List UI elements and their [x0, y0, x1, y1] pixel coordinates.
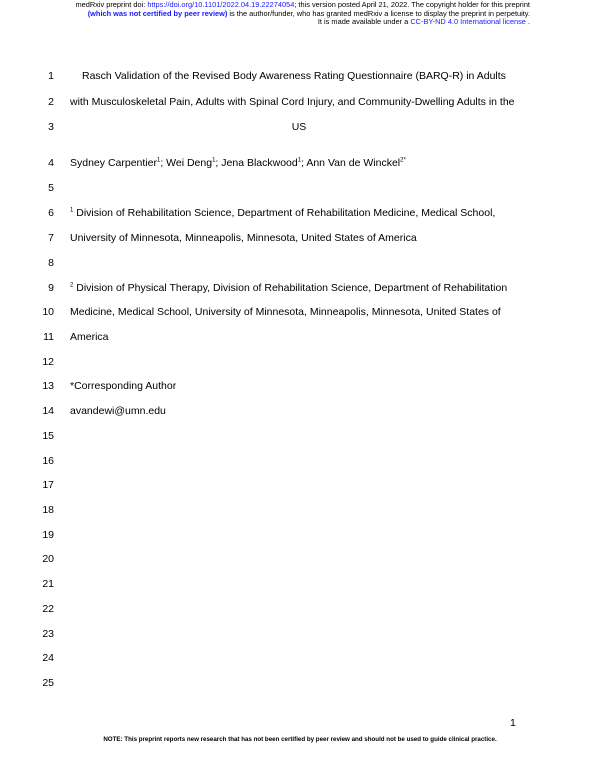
line-number: 1: [48, 70, 54, 82]
line-22: [0, 601, 600, 617]
line-20: [0, 551, 600, 567]
header-line-1: medRxiv preprint doi: https://doi.org/10.1101/2022.04.19.22274054; this version posted April 21, 2022. The copyright holder for this preprint: [75, 0, 530, 9]
line-15: [0, 428, 600, 444]
affiliation-2-line-3: America: [70, 331, 109, 343]
line-3: [0, 119, 600, 135]
preprint-header: [30, 1, 530, 27]
title-line-1: Rasch Validation of the Revised Body Awareness Rating Questionnaire (BARQ-R) in Adults: [82, 70, 506, 82]
line-21: [0, 576, 600, 592]
line-5: [0, 180, 600, 196]
line-number: 8: [48, 257, 54, 269]
line-number: 18: [42, 504, 54, 516]
line-number: 12: [42, 356, 54, 368]
line-number: 11: [43, 331, 54, 343]
line-11: [0, 329, 600, 345]
line-number: 16: [42, 455, 54, 467]
line-12: [0, 354, 600, 370]
line-number: 15: [42, 430, 54, 442]
line-2: [0, 94, 600, 110]
page-number: 1: [510, 717, 516, 729]
line-number: 7: [48, 232, 54, 244]
line-number: 5: [48, 182, 54, 194]
line-17: [0, 477, 600, 493]
line-number: 24: [42, 652, 54, 664]
header-line-3: It is made available under a CC-BY-ND 4.0 International license .: [317, 17, 530, 27]
line-number: 2: [48, 96, 54, 108]
line-number: 9: [48, 282, 54, 294]
line-number: 25: [42, 677, 54, 689]
line-16: [0, 453, 600, 469]
header-line-2: (which was not certified by peer review) is the author/funder, who has granted medRxiv a license to display the preprint in perpetuity.: [87, 8, 530, 18]
line-number: 10: [42, 306, 54, 318]
line-25: [0, 675, 600, 691]
line-number: 23: [42, 628, 54, 640]
line-8: [0, 255, 600, 271]
line-10: [0, 304, 600, 320]
line-24: [0, 650, 600, 666]
line-13: [0, 378, 600, 394]
affiliation-1-line-2: University of Minnesota, Minneapolis, Minnesota, United States of America: [70, 232, 417, 244]
line-number: 21: [42, 578, 54, 590]
title-line-2: with Musculoskeletal Pain, Adults with Spinal Cord Injury, and Community-Dwelling Adults in the: [70, 96, 515, 108]
corresponding-author-email[interactable]: avandewi@umn.edu: [70, 405, 166, 417]
line-19: [0, 527, 600, 543]
affiliation-2-line-2: Medicine, Medical School, University of Minnesota, Minneapolis, Minnesota, United States of: [70, 306, 501, 318]
line-6: [0, 205, 600, 221]
title-line-3: US: [291, 121, 307, 133]
line-number: 3: [48, 121, 54, 133]
line-number: 13: [42, 380, 54, 392]
line-18: [0, 502, 600, 518]
license-link[interactable]: CC-BY-ND 4.0 International license: [410, 17, 526, 27]
line-9: [0, 280, 600, 296]
line-4: [0, 155, 600, 171]
line-number: 14: [42, 405, 54, 417]
affiliation-1-line-1: $^1$ Division of Rehabilitation Science, Department of Rehabilitation Medicine, Medical School,: [70, 207, 496, 219]
preprint-disclaimer-footer: NOTE: This preprint reports new research that has not been certified by peer review and should not be used to guide clinical practice.: [103, 736, 497, 743]
line-7: [0, 230, 600, 246]
line-number: 17: [42, 479, 54, 491]
author-list: Sydney Carpentier$^1$; Wei Deng$^1$; Jena Blackwood$^1$; Ann Van de Winckel$^{2*}$: [70, 157, 406, 169]
line-14: [0, 403, 600, 419]
line-1: [0, 68, 600, 84]
line-number: 6: [48, 207, 54, 219]
line-number: 22: [42, 603, 54, 615]
affiliation-2-line-1: $^2$ Division of Physical Therapy, Division of Rehabilitation Science, Department of Rehabilitation: [70, 282, 508, 294]
doi-link[interactable]: https://doi.org/10.1101/2022.04.19.22274054: [147, 0, 295, 9]
line-number: 4: [48, 157, 54, 169]
line-23: [0, 626, 600, 642]
line-number: 19: [42, 529, 54, 541]
corresponding-author-label: *Corresponding Author: [70, 380, 177, 392]
line-number: 20: [42, 553, 54, 565]
